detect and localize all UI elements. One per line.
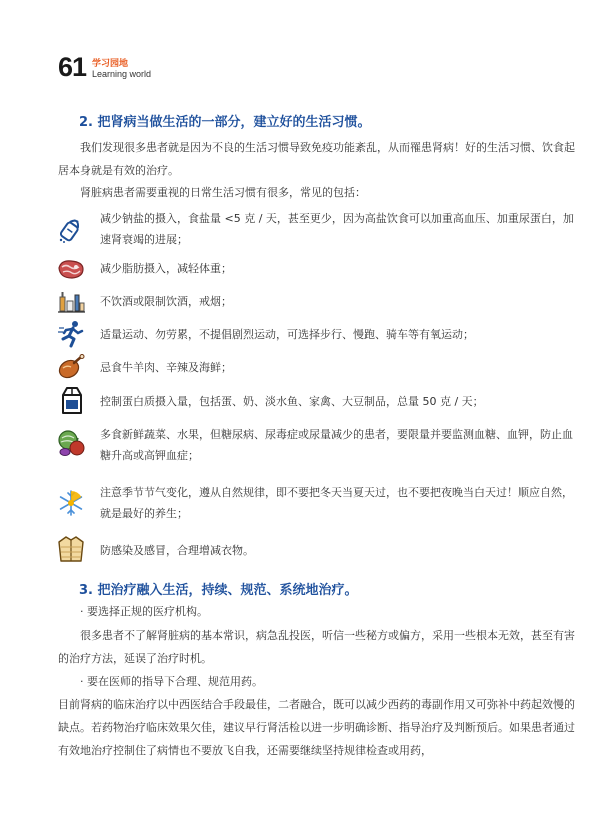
habit-item-exercise: [56, 324, 576, 352]
habit-item-vegetables: [56, 424, 576, 470]
section3-bullet-1: · 要选择正规的医疗机构。: [80, 605, 208, 618]
habit-item-fat: [56, 258, 576, 286]
section2-paragraph-1: 我们发现很多患者就是因为不良的生活习惯导致免疫功能紊乱，从而罹患肾病！好的生活习惯、饮食起居本身就是有效的治疗。: [58, 141, 575, 177]
habit-item-text: 多食新鲜蔬菜、水果，但糖尿病、尿毒症或尿量减少的患者，要限量并要监测血糖、血钾，防止血糖升高或高钾血症；: [100, 428, 573, 462]
habit-item-salt: [56, 208, 576, 254]
habit-item-diet: [56, 357, 576, 385]
milk-carton-icon: [56, 385, 86, 415]
habit-item-protein: [56, 391, 576, 419]
jacket-icon: [56, 534, 86, 564]
habit-item-season: [56, 482, 576, 528]
section2-title: 2. 把肾病当做生活的一部分，建立好的生活习惯。: [79, 115, 371, 130]
section3-paragraph-1: 很多患者不了解肾脏病的基本常识，病急乱投医，听信一些秘方或偏方，采用一些根本无效，甚至有害的治疗方法，延误了治疗时机。: [58, 629, 575, 665]
habit-item-text: 注意季节节气变化，遵从自然规律，即不要把冬天当夏天过，也不要把夜晚当白天过！顺应自然，就是最好的养生；: [100, 486, 573, 520]
habit-item-alcohol: [56, 291, 576, 319]
vegetables-icon: [56, 428, 86, 458]
sun-snowflake-icon: [56, 488, 86, 518]
running-person-icon: [56, 319, 86, 349]
habit-item-text: 适量运动、勿劳累，不提倡剧烈运动，可选择步行、慢跑、骑车等有氧运动；: [100, 328, 474, 341]
habit-item-text: 防感染及感冒，合理增减衣物。: [100, 544, 254, 557]
salt-shaker-icon: [56, 214, 86, 244]
habit-item-text: 减少脂肪摄入，减轻体重；: [100, 262, 232, 275]
habit-item-text: 减少钠盐的摄入，食盐量 <5 克 / 天，甚至更少，因为高盐饮食可以加重高血压、加重尿蛋白，加速肾衰竭的进展；: [100, 212, 574, 246]
section-label-cn: 学习园地: [92, 59, 129, 69]
habit-item-text: 忌食牛羊肉、辛辣及海鲜；: [100, 361, 232, 374]
section2-paragraph-2: 肾脏病患者需要重视的日常生活习惯有很多，常见的包括：: [80, 186, 366, 199]
habit-item-clothing: [56, 540, 576, 568]
meat-icon: [56, 255, 86, 285]
page-number: 61: [58, 52, 87, 82]
section-label-en: Learning world: [92, 69, 152, 79]
section3-title: 3. 把治疗融入生活，持续、规范、系统地治疗。: [79, 583, 358, 598]
habit-item-text: 不饮酒或限制饮酒，戒烟；: [100, 295, 232, 308]
section3-paragraph-2: 目前肾病的临床治疗以中西医结合手段最佳，二者融合，既可以减少西药的毒副作用又可弥补中药起效慢的缺点。若药物治疗临床效果欠佳，建议早行肾活检以进一步明确诊断、指导治疗及判断预后。如果患者通过有效地治疗控制住了病情也不要放飞自我，还需要继续坚持规律检查或用药，: [58, 698, 575, 757]
no-smoking-drinking-icon: [56, 287, 86, 317]
habit-item-text: 控制蛋白质摄入量，包括蛋、奶、淡水鱼、家禽、大豆制品，总量 50 克 / 天；: [100, 395, 484, 408]
roast-chicken-icon: [56, 353, 86, 383]
section3-bullet-2: · 要在医师的指导下合理、规范用药。: [80, 675, 263, 688]
